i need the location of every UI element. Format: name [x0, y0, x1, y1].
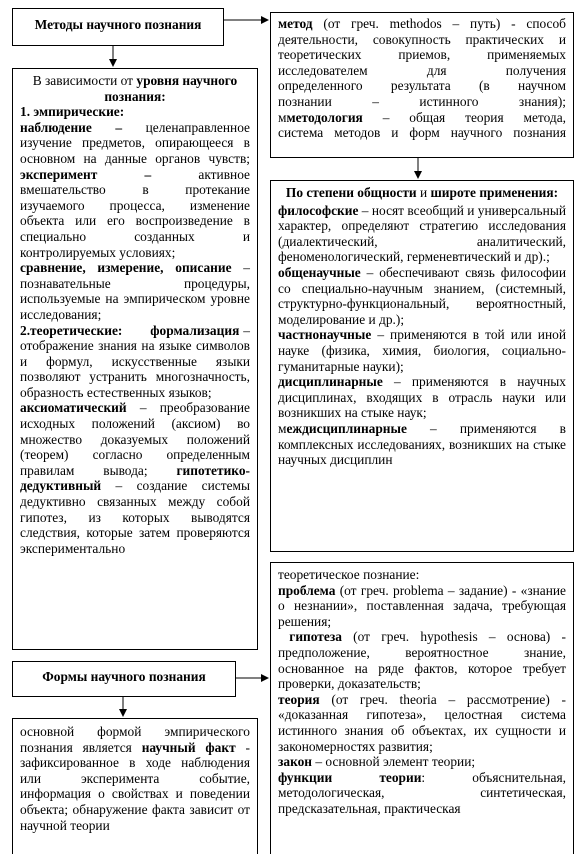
levels-intro: В зависимости от уровня научного познания: — [32, 73, 238, 104]
forms-title: Формы научного познания — [42, 669, 206, 684]
methods-title: Методы научного познания — [34, 17, 202, 32]
method-definition-box — [270, 12, 574, 158]
disciplinary-text: дисциплинарные – применяются в научных дисциплинах, входящих в отрасль науки или возникших на стыке наук; — [278, 374, 566, 421]
axiomatic-text: аксиоматический – преобразование исходных положений (аксиом) во множество доказуемых положений (теорем) согласно определенным правилам вывода; гипотетико-дедуктивный – создание системы дедуктивно связанных между собой гипотез, из которых выводятся следствия, которые затем проверяются экспериментально — [20, 400, 250, 556]
law-text: закон – основной элемент теории; — [278, 754, 476, 770]
generality-box — [270, 180, 574, 552]
theoretical-text: 2.теоретические: формализация – отображение знания на языке символов и формул, искусственные языки позволяют устранить многозначность, образность естественных языков; — [20, 322, 250, 400]
definition-line-4: исследователем для получения — [278, 62, 566, 78]
functions-text: функции теории: объяснительная, методологическая, синтетическая, предсказательная, практическая — [278, 769, 566, 816]
definition-line-5: определенного результата (в научном — [278, 78, 566, 94]
theory-box — [270, 562, 574, 854]
fact-box: основной формой эмпирического познания является научный факт - зафиксированное в ходе наблюдения или эксперимента событие, информация о свойствах и поведении объекта; обнаружение факта зависит от научной теории — [12, 718, 258, 854]
general-scientific-text: общенаучные – обеспечивают связь философии со специально-научным знанием, (системный, структурно-функциональный, вероятностный, моделирование и др.); — [278, 264, 566, 327]
comparison-text: сравнение, измерение, описание – познавательные процедуры, используемые на эмпирическом уровне исследования; — [20, 260, 250, 322]
hypothesis-text: гипотеза (от греч. hypothesis – основа) - предположение, вероятностное знание, основанное на ряде фактов, которое требует проверки, доказательств; — [278, 629, 566, 692]
forms-title-box — [12, 661, 236, 697]
theory-text: теория (от греч. theoria – рассмотрение) - «доказанная гипотеза», целостная система истинного знания об объектах, их сущности и закономерностях развития; — [278, 691, 566, 754]
generality-title: По степени общности и широте применения: — [285, 185, 559, 200]
definition-line-7: мметодология – общая теория метода, — [278, 109, 566, 125]
philosophical-text: философские – носят всеобщий и универсальный характер, определяют стратегию исследования (диалектический, аналитический, феноменологический, герменевтический и др).; — [278, 202, 566, 265]
theory-intro: теоретическое познание: — [278, 567, 420, 582]
definition-line-2: деятельности, совокупность практических и — [278, 31, 566, 47]
scientific-fact-term: научный факт — [141, 739, 236, 755]
definition-line-1: метод (от греч. methodos – путь) - способ — [278, 16, 566, 31]
definition-line-8: система методов и форм научного познания — [278, 125, 566, 141]
empirical-text: наблюдение – целенаправленное изучение предметов, опирающееся в основном на данные органов чувств; эксперимент – активное вмешательство в протекание изучаемого процесса, изменение объекта или его воспроизведение в специально созданных и контролируемых условиях; — [20, 119, 250, 260]
definition-line-3: теоретических приемов, применяемых — [278, 47, 566, 63]
methods-title-box — [12, 8, 224, 46]
empirical-heading: 1. эмпирические: — [20, 104, 125, 120]
definition-line-6: познании – истинного знания); — [278, 93, 566, 109]
particular-scientific-text: частнонаучные – применяются в той или иной науке (физика, химия, биология, социально-гуманитарные науки); — [278, 327, 566, 374]
problem-text: проблема (от греч. problema – задание) - «знание о незнании», поставленная задача, требующая решения; — [278, 582, 566, 629]
interdisciplinary-text: междисциплинарные – применяются в комплексных исследованиях, возникших на стыке научных дисциплин — [278, 420, 566, 468]
levels-box — [12, 68, 258, 650]
